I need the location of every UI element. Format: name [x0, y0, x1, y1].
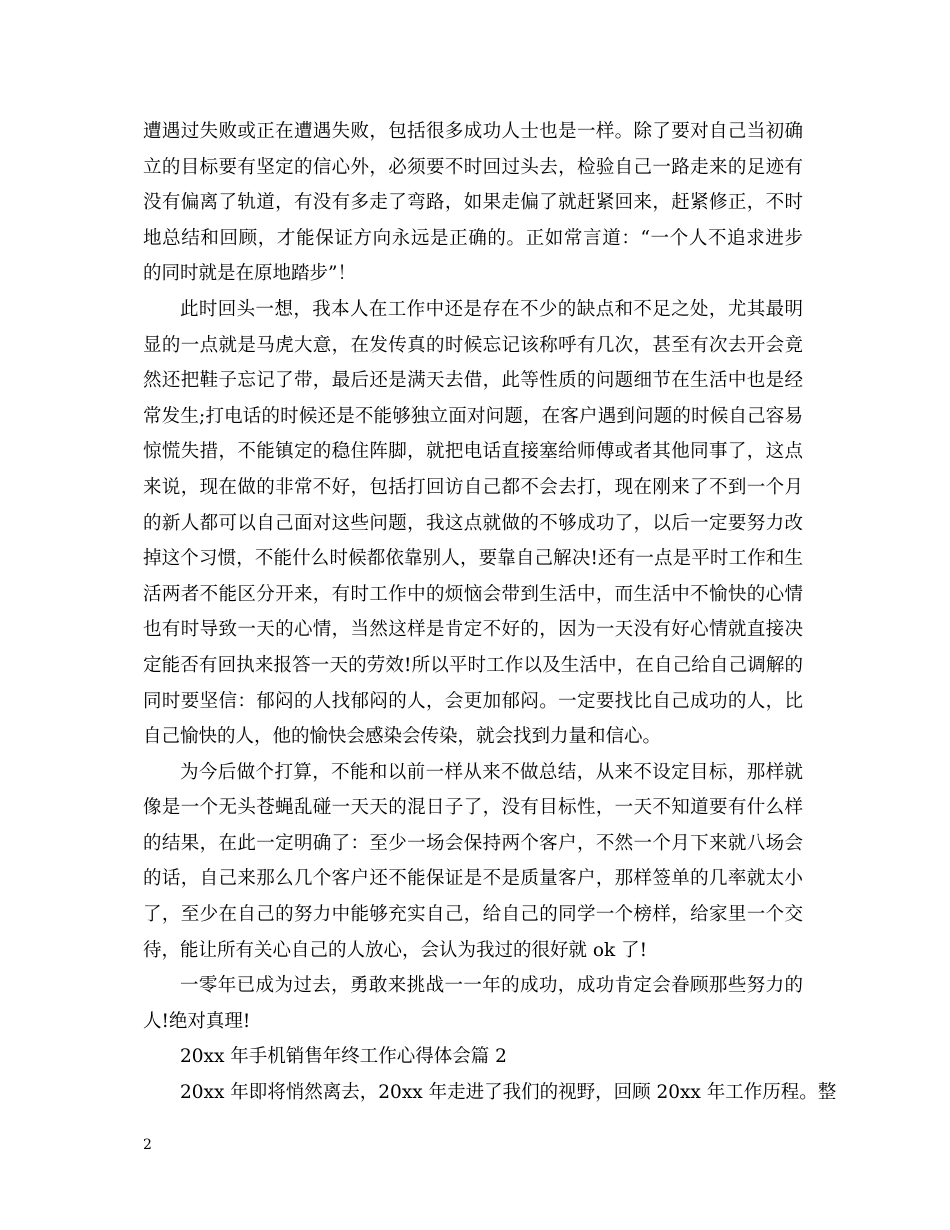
text-line: 惊慌失措，不能镇定的稳住阵脚，就把电话直接塞给师傅或者其他同事了，这点 [143, 441, 803, 463]
paragraph [143, 114, 803, 292]
page-number: 2 [143, 1137, 152, 1153]
text-line: 像是一个无头苍蝇乱碰一天天的混日子了，没有目标性，一天不知道要有什么样 [143, 797, 803, 819]
text-line: 自己愉快的人，他的愉快会感染会传染，就会找到力量和信心。 [143, 726, 662, 748]
text-line: 掉这个习惯，不能什么时候都依靠别人，要靠自己解决!还有一点是平时工作和生 [143, 548, 803, 570]
text-line: 的同时就是在原地踏步”！ [143, 263, 356, 285]
text-line: 20xx 年即将悄然离去，20xx 年走进了我们的视野，回顾 20xx 年工作历程。整 [180, 1082, 837, 1104]
text-line: 遭遇过失败或正在遭遇失败，包括很多成功人士也是一样。除了要对自己当初确 [143, 121, 803, 142]
paragraph [143, 968, 803, 1039]
paragraph [143, 292, 803, 755]
text-line: 20xx 年手机销售年终工作心得体会篇 2 [180, 1046, 507, 1068]
text-line: 为今后做个打算，不能和以前一样从来不做总结，从来不设定目标，那样就 [180, 761, 803, 783]
paragraph [143, 755, 803, 969]
paragraph [143, 1039, 803, 1075]
body-text [143, 114, 837, 1111]
text-line: 常发生;打电话的时候还是不能够独立面对问题，在客户遇到问题的时候自己容易 [143, 405, 803, 427]
text-line: 待，能让所有关心自己的人放心，会认为我过的很好就 ok 了! [143, 939, 648, 961]
text-line: 的结果，在此一定明确了：至少一场会保持两个客户，不然一个月下来就八场会 [143, 832, 803, 854]
text-line: 也有时导致一天的心情，当然这样是肯定不好的，因为一天没有好心情就直接决 [143, 619, 803, 641]
text-line: 的新人都可以自己面对这些问题，我这点就做的不够成功了，以后一定要努力改 [143, 512, 803, 534]
paragraph [143, 1075, 837, 1111]
text-line: 地总结和回顾，才能保证方向永远是正确的。正如常言道：“一个人不追求进步 [143, 227, 803, 249]
text-line: 显的一点就是马虎大意，在发传真的时候忘记该称呼有几次，甚至有次去开会竟 [143, 334, 803, 356]
text-line: 一零年已成为过去，勇敢来挑战一一年的成功，成功肯定会眷顾那些努力的 [180, 975, 803, 997]
text-line: 的话，自己来那么几个客户还不能保证是不是质量客户，那样签单的几率就太小 [143, 868, 803, 890]
text-line: 定能否有回执来报答一天的劳效!所以平时工作以及生活中，在自己给自己调解的 [143, 654, 803, 676]
text-line: 没有偏离了轨道，有没有多走了弯路，如果走偏了就赶紧回来，赶紧修正，不时 [143, 192, 803, 214]
text-line: 然还把鞋子忘记了带，最后还是满天去借，此等性质的问题细节在生活中也是经 [143, 370, 803, 392]
text-line: 活两者不能区分开来，有时工作中的烦恼会带到生活中，而生活中不愉快的心情 [143, 583, 803, 605]
text-line: 人!绝对真理! [143, 1010, 251, 1032]
text-line: 来说，现在做的非常不好，包括打回访自己都不会去打，现在刚来了不到一个月 [143, 476, 803, 498]
text-line: 立的目标要有坚定的信心外，必须要不时回过头去，检验自己一路走来的足迹有 [143, 156, 803, 178]
text-line: 同时要坚信：郁闷的人找郁闷的人，会更加郁闷。一定要找比自己成功的人，比 [143, 690, 803, 712]
text-line: 了，至少在自己的努力中能够充实自己，给自己的同学一个榜样，给家里一个交 [143, 904, 803, 926]
text-line: 此时回头一想，我本人在工作中还是存在不少的缺点和不足之处，尤其最明 [180, 298, 803, 320]
